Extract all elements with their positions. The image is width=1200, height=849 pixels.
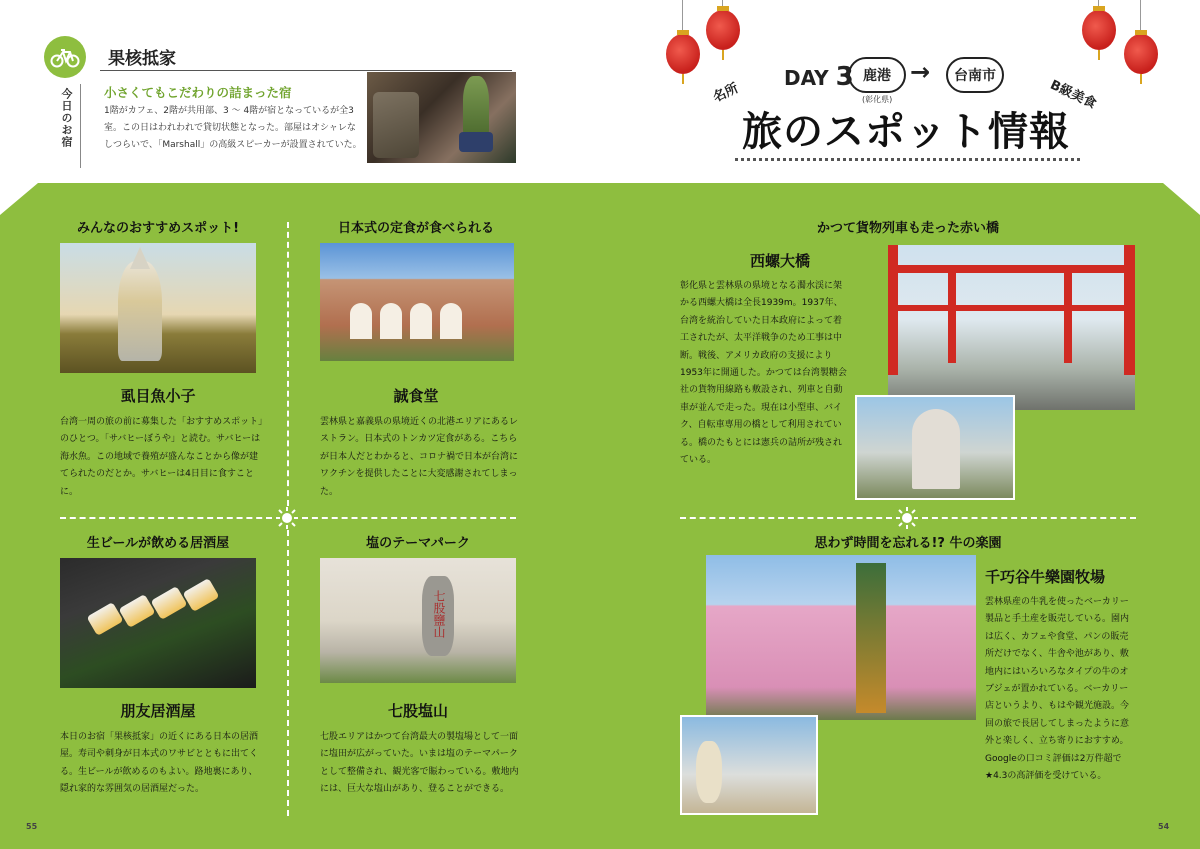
spot6-heading: 思わず時間を忘れる!? 牛の楽園	[814, 536, 1002, 551]
divider-horizontal	[302, 517, 516, 519]
to-city: 台南市	[946, 57, 1004, 93]
spot6-photo	[706, 555, 976, 720]
spot4-heading: 塩のテーマパーク	[366, 536, 470, 551]
page-number-left: 55	[26, 822, 38, 831]
spot4-name: 七股塩山	[387, 702, 448, 720]
spot5-heading: かつて貨物列車も走った赤い橋	[816, 221, 999, 236]
spot1-name: 虱目魚小子	[120, 387, 196, 405]
spot4-photo	[320, 558, 516, 683]
spot6-text: 雲林県産の牛乳を使ったベーカリー製品と手土産を販売している。園内は広く、カフェや食堂、パンの販売所だけでなく、牛舎や池があり、敷地内にはいろいろなタイプの牛のオブジェが置かれている。ベーカリー店というより、もはや観光施設。今回の旅で長居してしまったように意外と楽しく、立ち寄りにおすすめ。Googleの口コミ評価は2万件超で★4.3の高評価を受けている。	[985, 597, 1130, 782]
salt-mountain-sign: 七股鹽山	[432, 590, 446, 638]
spot3-photo	[60, 558, 256, 688]
spot3-text: 本日のお宿「果核抵家」の近くにある日本の居酒屋。寿司や刺身が日本式のワサビとともに出てくる。生ビールが飲めるのもよい。路地裏にあり、隠れ家的な雰囲気の居酒屋だった。	[60, 732, 259, 795]
tag-sights: 名所	[710, 81, 741, 106]
tag-bgrade-food: B級美食	[1047, 77, 1099, 112]
today-inn-label: 今日のお宿	[60, 88, 73, 148]
divider-horizontal	[680, 517, 892, 519]
spot2-name: 誠食堂	[393, 387, 439, 405]
sun-icon	[276, 507, 298, 529]
spot4-text: 七股エリアはかつて台湾最大の製塩場として一面に塩田が広がっていた。いまは塩のテーマパークとして整備され、観光客で賑わっている。敷地内には、巨大な塩山があり、登ることができる。	[320, 732, 519, 795]
divider-horizontal	[922, 517, 1136, 519]
spot5-text: 彰化県と雲林県の県境となる濁水渓に架かる西螺大橋は全長1939m。1937年、台湾を統治していた日本政府によって着工されたが、太平洋戦争のため工事は中断。戦後、アメリカ政府の支援により1953年に開通した。かつては台湾製糖会社の貨物用線路も敷設され、列車と自動車が並んで走った。現在は小型車、バイク、自転車専用の橋として利用されている。橋のたもとには憲兵の詰所が残されている。	[680, 281, 847, 466]
sun-icon	[896, 507, 918, 529]
page-number-right: 54	[1158, 822, 1170, 831]
spot2-heading: 日本式の定食が食べられる	[337, 221, 494, 236]
spot3-name: 朋友居酒屋	[120, 702, 196, 720]
divider-vertical	[287, 530, 289, 816]
spot6-name: 千巧谷牛樂園牧場	[985, 568, 1106, 586]
page-title: 旅のスポット情報	[742, 108, 1070, 155]
divider-horizontal	[60, 517, 272, 519]
spot6-cow-statue-photo	[680, 715, 818, 815]
from-city: 鹿港	[848, 57, 906, 93]
spot5-name: 西螺大橋	[749, 252, 810, 270]
spot5-photo	[888, 245, 1135, 410]
spot2-text: 雲林県と嘉義県の県境近くの北港エリアにあるレストラン。日本式のトンカツ定食がある。こちらが日本人だとわかると、コロナ禍で日本が台湾にワクチンを提供したことに大変感謝されてしまった。	[320, 417, 519, 497]
inn-subtitle: 小さくてもこだわりの詰まった宿	[104, 85, 292, 100]
day-label: DAY 3	[784, 62, 854, 92]
route-arrow: →	[910, 58, 931, 86]
spot3-heading: 生ビールが飲める居酒屋	[86, 536, 230, 551]
from-prefecture: (彰化県)	[862, 95, 893, 104]
spot1-heading: みんなのおすすめスポット!	[76, 221, 240, 236]
spot1-text: 台湾一周の旅の前に募集した「おすすめスポット」のひとつ。「サバヒーぼうや」と読む。サバヒーは海水魚。この地域で養殖が盛んなことから像が建てられたのだとか。サバヒーは4日目に食すことに。	[60, 417, 263, 497]
inn-name: 果核抵家	[108, 49, 176, 69]
spot1-photo	[60, 243, 256, 373]
spot5-booth-photo	[855, 395, 1015, 500]
divider-vertical	[287, 222, 289, 506]
spot2-photo	[320, 243, 514, 361]
inn-description: 1階がカフェ、2階が共用部、3 ～ 4階が宿となっているが全3室。この日はわれわれで貸切状態となった。部屋はオシャレなしつらいで、「Marshall」の高級スピーカーが設置されていた。	[104, 106, 362, 150]
